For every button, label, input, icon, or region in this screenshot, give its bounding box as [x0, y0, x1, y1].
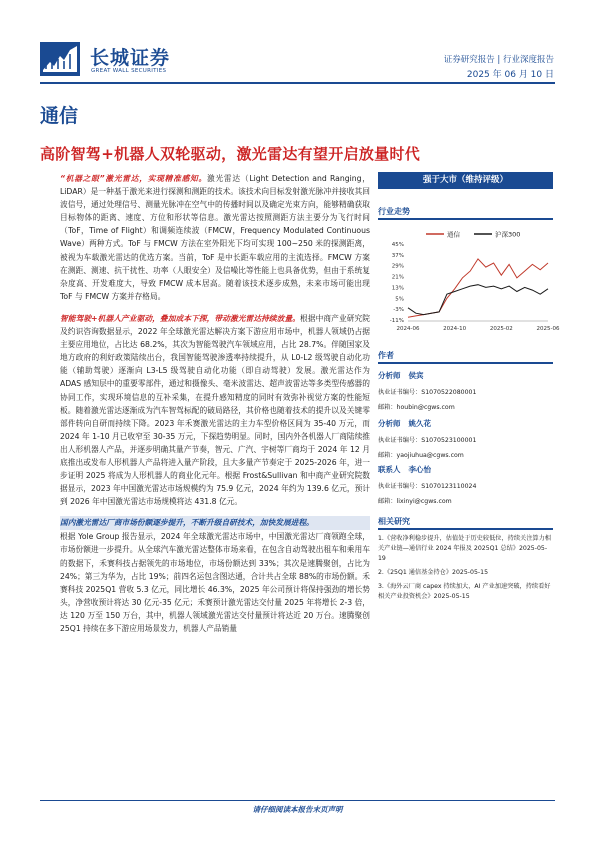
industry-trend-chart [378, 222, 560, 340]
author-2 [378, 418, 553, 459]
author-2-cert: 执业证书编号：S1070523100001 [378, 437, 477, 444]
logo-text-en: GREAT WALL SECURITIES [91, 68, 167, 74]
related-title: 相关研究 [378, 517, 410, 526]
author-3 [378, 464, 553, 505]
sector-title: 通信 [40, 105, 79, 127]
report-category: 证券研究报告 | 行业深度报告 [443, 55, 554, 65]
report-date: 2025 年 06 月 10 日 [466, 70, 554, 80]
x-tick-label: 2025-02 [489, 326, 513, 332]
y-tick-label: -11% [389, 318, 404, 324]
author-3-name: 李心怡 [408, 465, 431, 474]
y-tick-label: 21% [391, 274, 404, 281]
footer-divider [40, 800, 555, 801]
legend-label-0: 通信 [447, 230, 460, 239]
related-list [378, 534, 553, 602]
paragraph-2-lead: 智能驾驶+机器人产业驱动，叠加成本下探，带动激光雷达持续放量。 [60, 313, 301, 323]
author-3-cert: 执业证书编号：S1070123110024 [378, 483, 477, 490]
logo-text-cn: 长城证券 [90, 47, 171, 69]
great-wall-logo-icon [40, 42, 80, 76]
legend-label-1: 沪深300 [495, 230, 521, 239]
x-tick-label: 2025-06 [536, 326, 560, 332]
paragraph-3-lead: 国内激光雷达厂商市场份额逐步提升，不断升级自研技术，加快发展进程。 [60, 516, 370, 530]
report-body [60, 172, 370, 635]
paragraph-3-text: 根据 Yole Group 报告显示，2024 年全球激光雷达市场中，中国激光雷达厂商领跑全球，市场份额进一步提升。从全球汽车激光雷达整体市场来看，在包含自动驾驶出租车和乘用车的数据下，禾赛科技占据领先的市场地位，市场份额达到 33%；其次是速腾聚创，占比为 24%；第三为华为，占比 19%；前四名运包含图达通，合计共占全球 88%的市场份额。禾赛科技 2025Q1 营收 5.3 亿元，同比增长 46.3%，2025 年公司预计将保持强劲的增长势头，净营收预计将达 30 亿元-35 亿元；禾赛预计激光雷达交付量 2025 年将增长 2-3 倍，达 120 万至 150 万台，其中，机器人领域激光雷达交付量预计将达近 20 万台。速腾聚创 25Q1 持续在多下游应用场景发力，机器人产品销量 [60, 532, 370, 633]
y-tick-label: 37% [391, 252, 404, 259]
series-line-1 [408, 285, 548, 315]
paragraph-2 [60, 312, 370, 508]
y-tick-label: 5% [395, 296, 404, 303]
authors-title: 作者 [378, 351, 394, 360]
author-1-name: 侯宾 [408, 371, 424, 380]
author-1-role: 分析师 [378, 371, 401, 380]
author-1-email[interactable]: 邮箱：houbin@cgws.com [378, 404, 455, 411]
y-tick-label: 13% [391, 285, 404, 292]
author-2-name: 姚久花 [408, 419, 431, 428]
author-3-role: 联系人 [378, 465, 401, 474]
related-item-3[interactable]: 3.《海外云厂商 capex 持续加大，AI 产业加速突破，持续看好相关产业投资机会》2025-05-15 [378, 583, 551, 600]
related-item-1[interactable]: 1.《营收净利稳步提升，估值处于历史较低位，持续关注算力相关产业链—通信行业 2024 年报及 2025Q1 总结》2025-05-19 [378, 535, 551, 562]
related-divider [378, 528, 553, 530]
related-item-2[interactable]: 2.《25Q1 通信基金持仓》2025-05-15 [378, 569, 489, 576]
x-tick-label: 2024-10 [443, 326, 467, 332]
author-1 [378, 370, 553, 411]
authors-divider [378, 362, 553, 364]
rating-badge: 强于大市（维持评级） [378, 172, 553, 189]
report-title: 高阶智驾+机器人双轮驱动，激光雷达有望开启放量时代 [40, 145, 421, 163]
y-tick-label: -3% [393, 307, 404, 314]
trend-title: 行业走势 [378, 207, 410, 216]
author-2-email[interactable]: 邮箱：yaojiuhua@cgws.com [378, 452, 464, 459]
x-tick-label: 2024-06 [396, 326, 420, 332]
author-2-role: 分析师 [378, 419, 401, 428]
header-divider [40, 82, 555, 84]
author-3-email[interactable]: 邮箱：lixinyi@cgws.com [378, 498, 452, 505]
paragraph-1-text: 激光雷达（Light Detection and Ranging，LiDAR）是一种基于激光来进行探测和测距的技术。该技术向目标发射激光脉冲并接收其回波信号，通过处理信号、测量光脉冲在空气中的传播时间以及确定光束方向，能够精确获取目标物体的距离、速度、方位和形状等信息。激光雷达按照测距方法主要分为飞行时间（ToF，Time of Flight）和调频连续波（FMCW，Frequency Modulated Continuous Wave）两种方式。ToF 与 FMCW 方法在室外阳光下均可实现 100~250 米的探测距离，被视为车载激光雷达的优选方案。当前，ToF 是中长距车载应用的主流选择。FMCW 方案在测距、测速、抗干扰性、功率（人眼安全）及信噪比等性能上也具备优势，但由于系统复杂度高、开发难度大，导致 FMCW 成本居高。随着该技术逐步成熟，未来市场可能出现 ToF 与 FMCW 方案并存格局。 [60, 174, 370, 301]
y-tick-label: 29% [391, 263, 404, 270]
author-1-cert: 执业证书编号：S1070522080001 [378, 389, 477, 396]
paragraph-2-text: 根据中商产业研究院及约识咨询数据显示，2022 年全球激光雷达解决方案下游应用市场中，机器人领域仍占据主要应用地位，占比达 68.2%，其次为智能驾驶汽车领域应用，占比 28.7%。伴随国家及地方政府的利好政策陆续出台，我国智能驾驶渗透率持续提升，从 L0-L2 级驾驶自动化功能（辅助驾驶）逐渐向 L3-L5 级驾驶自动化功能（即自动驾驶）发展。激光雷达作为 ADAS 感知层中的重要零部件，通过和摄像头、毫米波雷达、超声波雷达等多类型传感器的协同工作，实现环境信息的互补采集，在提升感知精度的同时有效弥补视觉方案的性能短板。随着激光雷达逐渐成为汽车智驾标配的破局路径，其价格也随着技术的提升以及关键零部件转向自研而持续下降。2023 年禾赛激光雷达的主力车型价格区间为 35-40 万元，而 2024 年 1-10 月已收窄至 30-35 万元，下探趋势明显。同时，国内外各机器人厂商陆续推出人形机器人产品，并逐步明确其量产节奏，智元、广汽、宇树等厂商均于 2024 年 12 月底推出或发布人形机器人产品将进入量产阶段，且大多量产节奏定于 2025-2026 年，进一步证明 2025 将成为人形机器人的商业化元年。根据 Frost&Sullivan 和中商产业研究院数据显示，2023 年中国激光雷达市场规模约为 75.9 亿元，2024 年约为 139.6 亿元，预计到 2026 年中国激光雷达市场规模将达 431.8 亿元。 [60, 313, 370, 507]
paragraph-1-lead: “机器之眼”激光雷达，实现精准感知。 [60, 174, 207, 183]
trend-divider [378, 218, 553, 220]
paragraph-1 [60, 172, 370, 303]
footer-disclaimer: 请仔细阅读本报告末页声明 [252, 805, 343, 814]
y-tick-label: 45% [391, 242, 404, 248]
